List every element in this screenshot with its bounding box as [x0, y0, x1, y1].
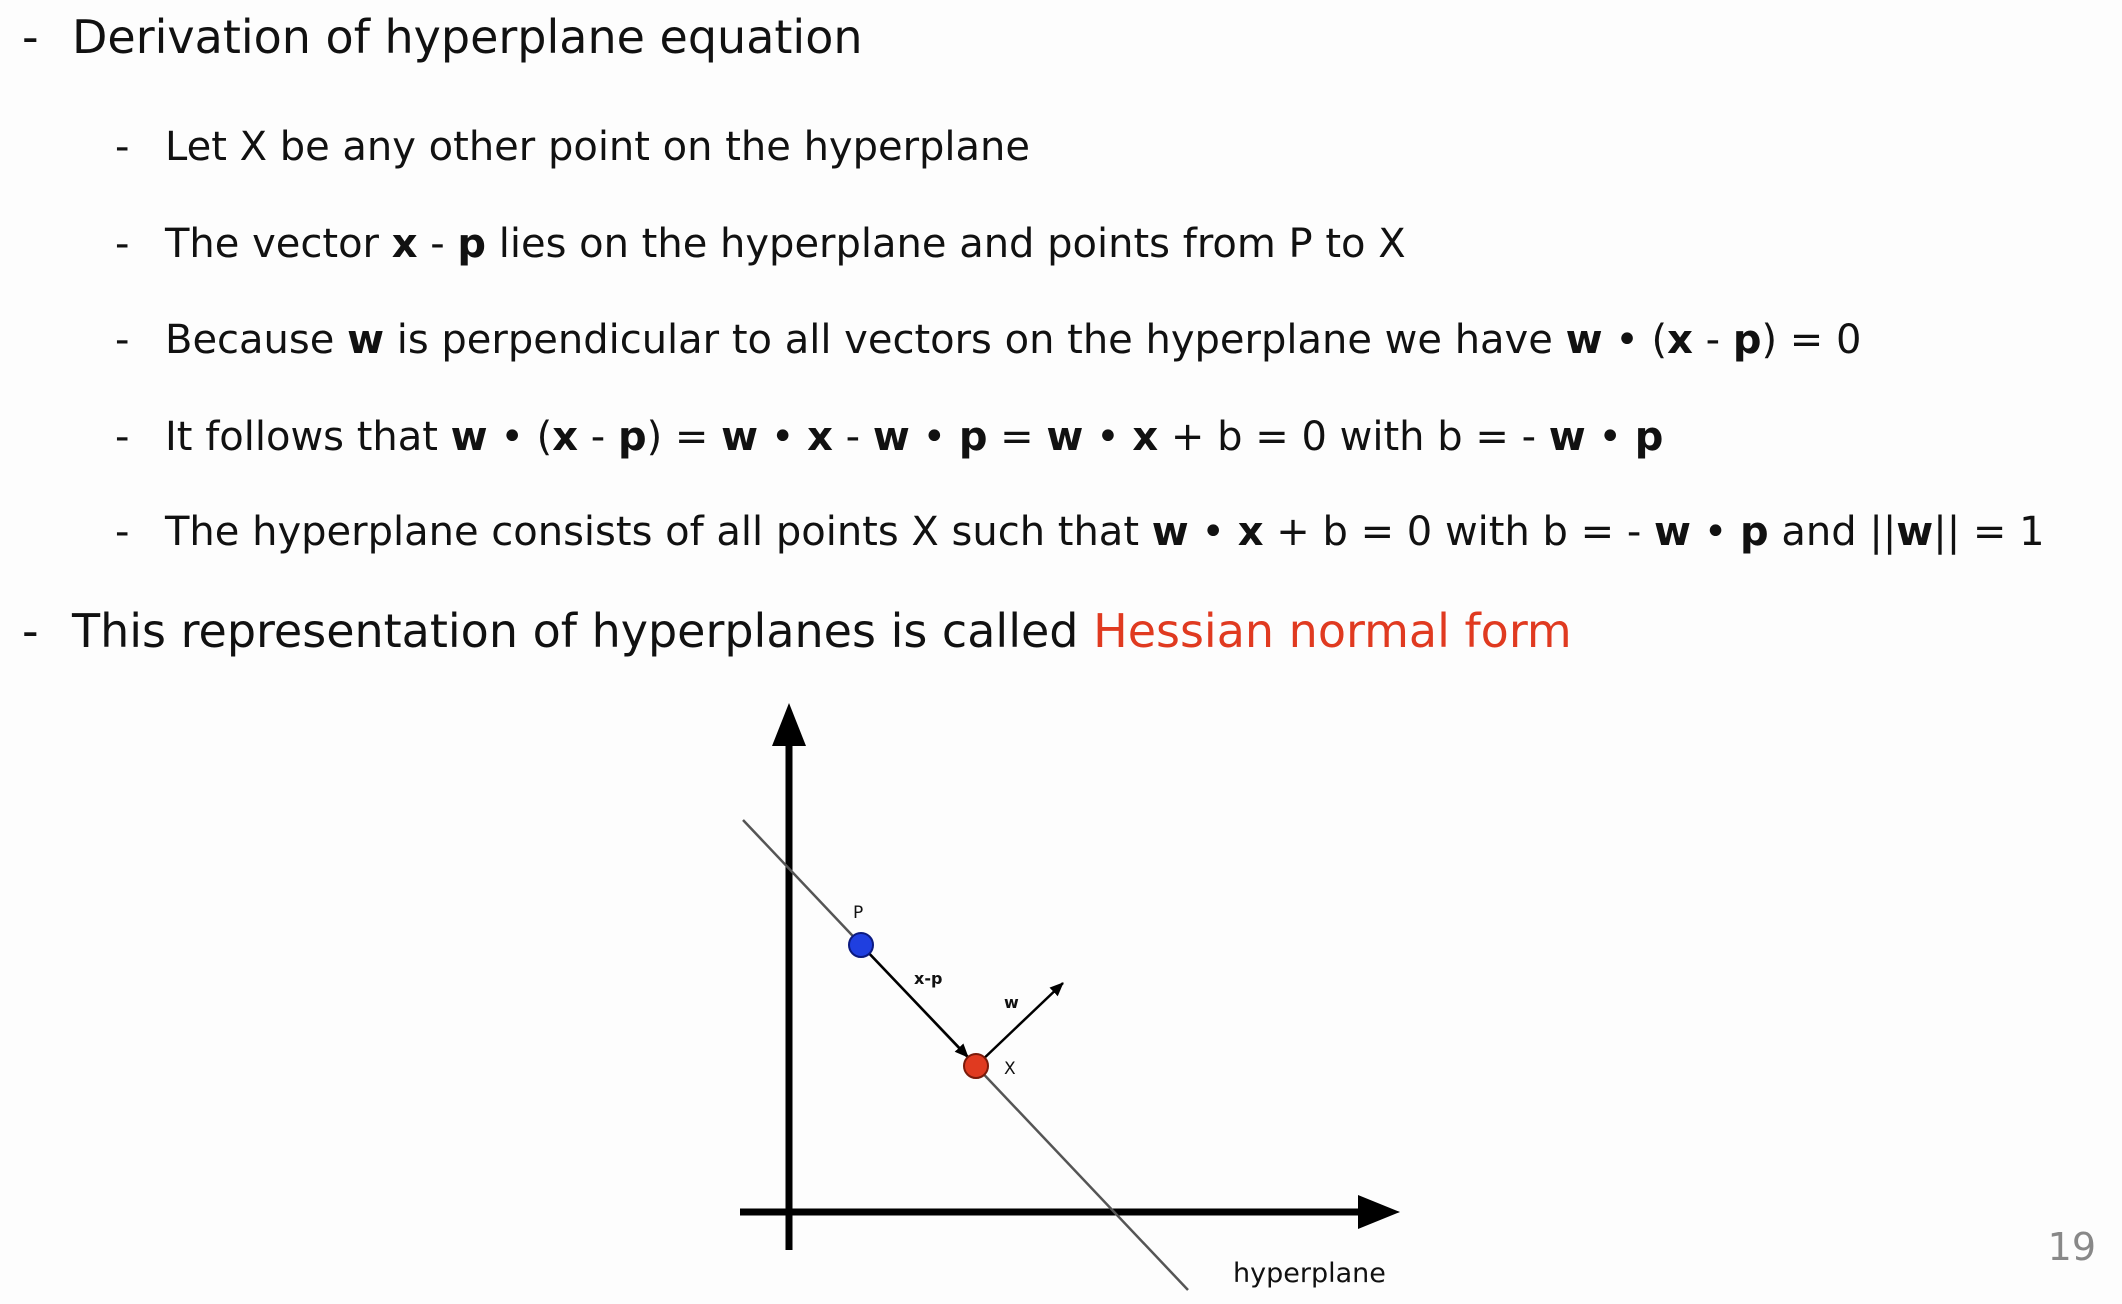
- x-minus-p-vector: [862, 946, 968, 1057]
- heading-text: Derivation of hyperplane equation: [72, 10, 863, 64]
- sub-bullet-2: - The vector x - p lies on the hyperplane and points from P to X: [115, 221, 1406, 267]
- point-p: [849, 933, 873, 957]
- sub-bullet-4: - It follows that w • (x - p) = w • x - w • p = w • x + b = 0 with b = - w • p: [115, 414, 1664, 460]
- sub-bullet-5: - The hyperplane consists of all points X such that w • x + b = 0 with b = - w • p and ||w|| = 1: [115, 509, 2045, 555]
- hessian-normal-form-highlight: Hessian normal form: [1093, 604, 1572, 658]
- w-vector: [978, 983, 1063, 1064]
- point-x: [964, 1054, 988, 1078]
- sub-bullet-1: - Let X be any other point on the hyperplane: [115, 124, 1031, 170]
- label-x-minus-p: x-p: [914, 969, 943, 988]
- label-x: X: [1004, 1059, 1016, 1079]
- x-axis-arrowhead: [1358, 1195, 1400, 1229]
- hessian-bullet: - This representation of hyperplanes is called Hessian normal form: [22, 604, 1572, 658]
- sub-bullet-3: - Because w is perpendicular to all vectors on the hyperplane we have w • (x - p) = 0: [115, 317, 1862, 363]
- label-w: w: [1004, 993, 1019, 1012]
- page-number: 19: [2047, 1225, 2096, 1269]
- sub-bullet-1-text: Let X be any other point on the hyperplane: [165, 124, 1031, 170]
- label-hyperplane: hyperplane: [1233, 1258, 1386, 1289]
- heading-bullet: - Derivation of hyperplane equation: [22, 10, 863, 64]
- label-p: P: [853, 903, 864, 923]
- y-axis-arrowhead: [772, 703, 806, 746]
